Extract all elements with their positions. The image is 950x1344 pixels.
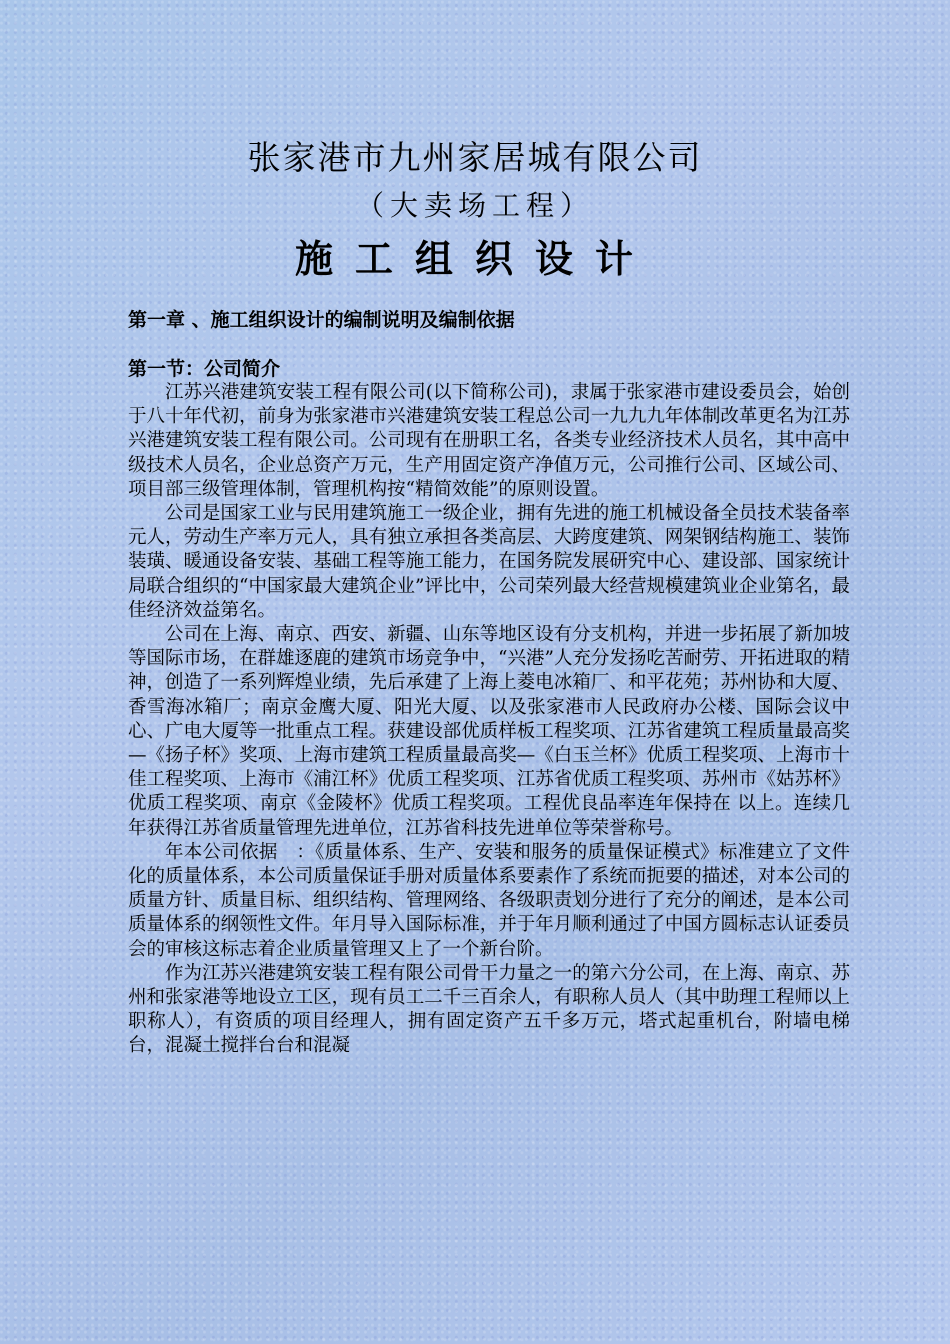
section-heading: 第一节：公司简介 [128,358,281,380]
paragraph: 公司在上海、南京、西安、新疆、山东等地区设有分支机构，并进一步拓展了新加坡等国际市场，在群雄逐鹿的建筑市场竞争中，“兴港”人充分发扬吃苦耐劳、开拓进取的精神，创造了一系列辉煌业绩，先后承建了上海上菱电冰箱厂、和平花苑；苏州协和大厦、香雪海冰箱厂；南京金鹰大厦、阳光大厦、以及张家港市人民政府办公楼、国际会议中心、广电大厦等一批重点工程。获建设部优质样板工程奖项、江苏省建筑工程质量最高奖—《扬子杯》奖项、上海市建筑工程质量最高奖—《白玉兰杯》优质工程奖项、上海市十佳工程奖项、上海市《浦江杯》优质工程奖项、江苏省优质工程奖项、苏州市《姑苏杯》优质工程奖项、南京《金陵杯》优质工程奖项。工程优良品率连年保持在 以上。连续几年获得江苏省质量管理先进单位，江苏省科技先进单位等荣誉称号。 [128,624,850,839]
paragraph: 江苏兴港建筑安装工程有限公司(以下简称公司)，隶属于张家港市建设委员会，始创于八十年代初，前身为张家港市兴港建筑安装工程总公司一九九九年体制改革更名为江苏兴港建筑安装工程有限公司。公司现有在册职工名，各类专业经济技术人员名，其中高中级技术人员名，企业总资产万元，生产用固定资产净值万元，公司推行公司、区域公司、项目部三级管理体制，管理机构按“精简效能”的原则设置。 [128,382,850,500]
paragraph: 作为江苏兴港建筑安装工程有限公司骨干力量之一的第六分公司，在上海、南京、苏州和张家港等地设立工区，现有员工二千三百余人，有职称人员人（其中助理工程师以上职称人），有资质的项目经理人，拥有固定资产五千多万元，塔式起重机台，附墙电梯台，混凝土搅拌台台和混凝 [128,962,850,1057]
paragraph: 公司是国家工业与民用建筑施工一级企业，拥有先进的施工机械设备全员技术装备率元人，劳动生产率万元人，具有独立承担各类高层、大跨度建筑、网架钢结构施工、装饰装璜、暖通设备安装、基础工程等施工能力，在国务院发展研究中心、建设部、国家统计局联合组织的“中国家最大建筑企业”评比中，公司荣列最大经营规模建筑业企业第名，最佳经济效益第名。 [128,503,850,621]
chapter-heading: 第一章 、施工组织设计的编制说明及编制依据 [128,309,515,331]
document-subtitle: （大卖场工程） [355,189,594,222]
document-title: 张家港市九州家居城有限公司 [247,138,703,177]
document-type-heading: 施工组织设计 [294,236,655,281]
paragraph: 年本公司依据 ：《质量体系、生产、安装和服务的质量保证模式》标准建立了文件化的质量体系，本公司质量保证手册对质量体系要素作了系统而扼要的描述，对本公司的质量方针、质量目标、组织结构、管理网络、各级职责划分进行了充分的阐述，是本公司质量体系的纲领性文件。年月导入国际标准，并于年月顺利通过了中国方圆标志认证委员会的审核这标志着企业质量管理又上了一个新台阶。 [128,841,850,960]
body-text [128,381,850,1059]
